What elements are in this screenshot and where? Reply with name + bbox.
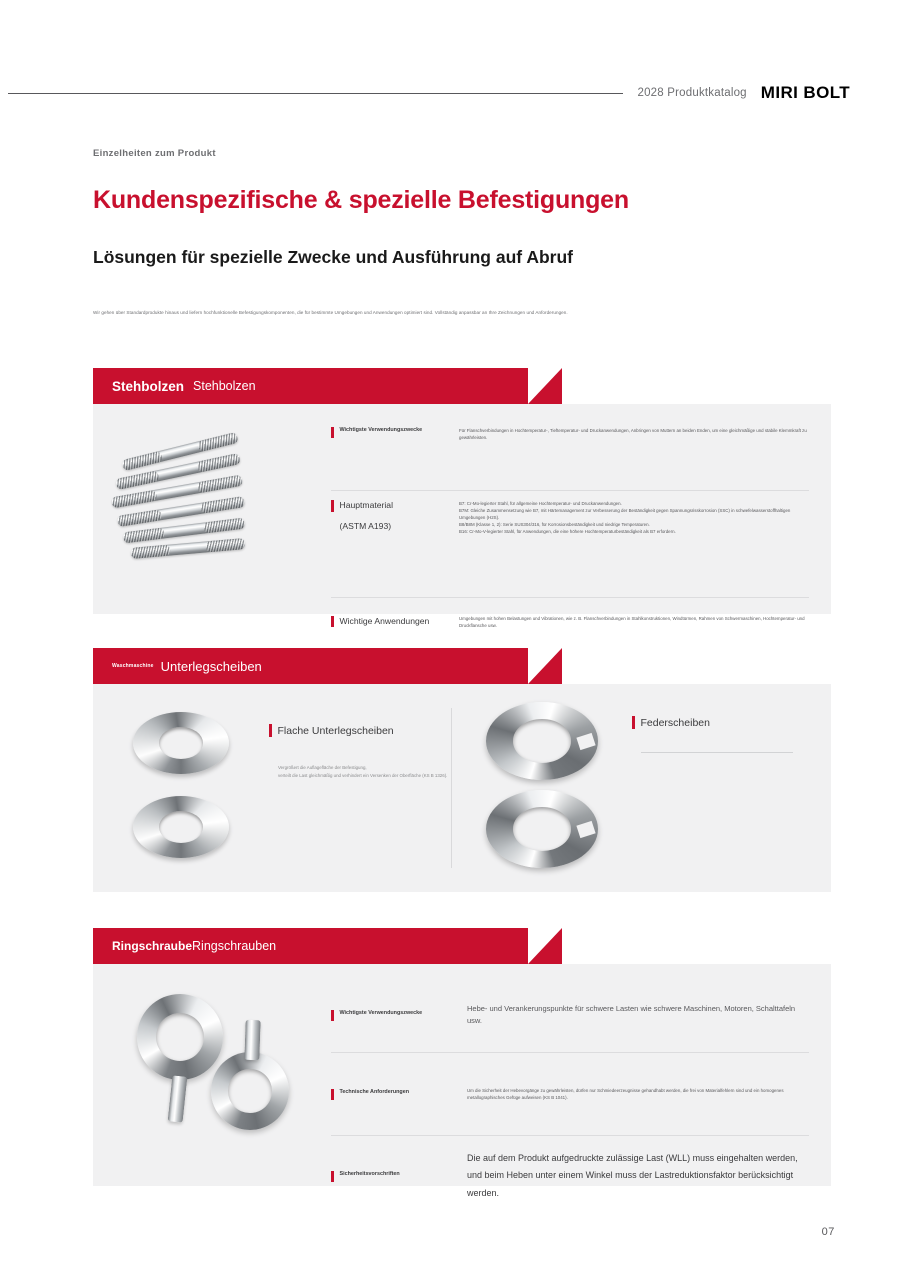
spring-washers-label: Federscheiben — [640, 717, 710, 729]
accent-tick-icon — [331, 1089, 334, 1100]
material-line: B16: Cr-Mo-V-legierter Stahl, für Anwendungen, die eine höhere Hochtemperaturbeständigkeit als B7 erfordern. — [459, 529, 676, 535]
spec-label-text: Hauptmaterial — [339, 500, 393, 510]
spec-label — [331, 616, 449, 628]
material-line: B7M: Gleiche Zusammensetzung wie B7, mit Härtemanagement zur Verbesserung der Beständigkeit gegen Spannungsrisskorrosion (SSC) in schwefelwasserstoffhaltigen Umgebungen (H2S). — [459, 508, 791, 521]
intro-paragraph: Wir gehen über Standardprodukte hinaus und liefern hochfunktionelle Befestigungskomponenten, die für bestimmte Umgebungen und Anwendungen optimiert sind. Vollständig anpassbar an Ihre Zeichnungen und Anforderungen. — [93, 309, 568, 315]
accent-tick-icon — [632, 716, 635, 729]
spec-value — [449, 1150, 809, 1201]
description-line: Vergrößert die Auflagefläche der Befestigung, — [278, 765, 367, 771]
eye-bolt-shank-upper — [168, 1075, 188, 1122]
accent-tick-icon — [331, 500, 334, 512]
washer-hole — [159, 811, 203, 843]
spring-washers-text-block — [632, 684, 831, 892]
spec-row — [331, 491, 809, 598]
spec-value: Für Flanschverbindungen in Hochtemperatur-, Tieftemperatur- und Druckanwendungen, Anbringen von Muttern an beiden Enden, um eine gleichmäßige und stabile Klemmkraft zu gewährleisten. — [459, 428, 807, 441]
banner-kicker: Ringschraube — [112, 939, 193, 953]
safety-line: und beim Heben unter einem Winkel muss der Lastreduktionsfaktor berücksichtigt werden. — [467, 1170, 794, 1198]
section-stud-bolts — [93, 368, 831, 628]
spec-label-text: Technische Anforderungen — [339, 1088, 409, 1095]
accent-tick-icon — [331, 1171, 334, 1182]
page-header — [0, 78, 905, 108]
washer-hole — [513, 719, 571, 763]
section-eye-bolts — [93, 928, 831, 1198]
accent-tick-icon — [331, 616, 334, 627]
safety-line: Die auf dem Produkt aufgedruckte zulässige Last (WLL) muss eingehalten werden, — [467, 1153, 798, 1164]
spec-label — [632, 716, 801, 730]
spec-label-group — [340, 500, 394, 532]
section-body-washers — [93, 684, 831, 892]
banner-label: Ringschrauben — [192, 939, 277, 953]
eye-bolts-spec-list — [331, 964, 831, 1198]
eye-bolt-shank-lower — [244, 1020, 260, 1060]
spec-label-text: Sicherheitsvorschriften — [339, 1170, 400, 1177]
spec-label-text: Wichtigste Verwendungszwecke — [339, 427, 423, 433]
spec-row — [331, 978, 809, 1053]
accent-tick-icon — [269, 724, 272, 737]
accent-tick-icon — [331, 1010, 334, 1021]
flat-washers-label: Flache Unterlegscheiben — [277, 725, 394, 737]
spec-label-subtext: (ASTM A193) — [339, 520, 392, 531]
washer-hole — [159, 727, 203, 759]
spec-label — [269, 724, 451, 738]
flat-washer-bottom — [133, 796, 229, 858]
eye-bolt-hole — [156, 1013, 204, 1061]
banner-label: Unterlegscheiben — [160, 658, 262, 674]
flat-washers-image — [93, 684, 269, 892]
flat-washers-text-block — [269, 684, 451, 892]
spec-label — [331, 1010, 449, 1021]
spec-row — [331, 1053, 809, 1136]
spec-row — [331, 1136, 809, 1216]
spec-value: Umgebungen mit hohen Belastungen und Vibrationen, wie z. B. Flanschverbindungen in Stahlkonstruktionen, Windtürmen, Rahmen von Schwermaschinen, Hochtemperatur- und Druckflansche usw. — [459, 615, 805, 628]
page-title: Kundenspezifische & spezielle Befestigungen — [93, 186, 629, 214]
spring-washer-bottom — [486, 790, 598, 868]
spec-label — [331, 427, 449, 438]
spec-label-text: Wichtigste Verwendungszwecke — [339, 1009, 423, 1016]
section-body-stud-bolts — [93, 404, 831, 628]
eye-bolts-image — [93, 964, 331, 1186]
washer-split-gap — [576, 733, 595, 750]
eye-bolt-hole — [228, 1069, 272, 1113]
spec-value: Hebe- und Verankerungspunkte für schwere Lasten wie schwere Maschinen, Motoren, Schalttafeln usw. — [467, 1004, 796, 1025]
banner-kicker: Stehbolzen — [112, 378, 185, 394]
section-body-eye-bolts — [93, 964, 831, 1198]
spec-label-text: Wichtige Anwendungen — [339, 616, 430, 627]
page-number: 07 — [821, 1226, 835, 1238]
brand-logo-text: MIRI BOLT — [760, 83, 850, 102]
section-banner-washers — [93, 648, 528, 684]
section-banner-stud-bolts — [93, 368, 528, 404]
eye-bolt-ring-lower — [211, 1052, 289, 1130]
section-banner-eye-bolts — [93, 928, 528, 964]
material-line: B7: Cr-Mo-legierter Stahl, für allgemeine Hochtemperatur- und Druckanwendungen. — [459, 501, 622, 506]
page-subtitle: Lösungen für spezielle Zwecke und Ausführung auf Abruf — [93, 246, 573, 267]
accent-tick-icon — [331, 427, 334, 438]
eyebrow-label: Einzelheiten zum Produkt — [93, 148, 216, 159]
eye-bolt-ring-upper — [137, 994, 223, 1080]
stud-bolts-spec-list — [331, 404, 831, 628]
spec-label — [331, 500, 449, 532]
intro-block — [93, 148, 823, 316]
spring-washers-underline — [641, 752, 793, 753]
description-line: verteilt die Last gleichmäßig und verhindert ein Versenken der Oberfläche (KS B 1326). — [278, 773, 448, 779]
header-divider-rule — [8, 93, 623, 94]
washer-split-gap — [576, 821, 595, 838]
washer-hole — [513, 807, 571, 851]
banner-label: Stehbolzen — [193, 379, 256, 393]
stud-bolts-image — [93, 404, 331, 614]
spec-label — [331, 1171, 449, 1182]
flat-washer-top — [133, 712, 229, 774]
spec-value: Um die Sicherheit der Hebevorgänge zu gewährleisten, dürfen nur Schmiedeerzeugnisse gehandhabt werden, die frei von Materialfehlern sind und ein homogenes metallographisches Gefüge aufweisen (KS B 1041). — [467, 1087, 784, 1100]
spring-washers-image — [452, 684, 632, 892]
spec-value — [449, 500, 809, 535]
flat-washers-description — [278, 764, 451, 780]
spec-row — [331, 418, 809, 491]
spec-row — [331, 598, 809, 646]
material-line: B8/B8M (Klasse 1, 2): Serie SUS304/316, für Korrosionsbeständigkeit und niedrige Temperaturen. — [459, 522, 650, 528]
spring-washer-top — [486, 702, 598, 780]
catalog-year-label: 2028 Produktkatalog — [637, 87, 747, 99]
banner-kicker: Waschmaschine — [112, 663, 154, 669]
section-washers — [93, 648, 831, 892]
spec-label — [331, 1089, 449, 1100]
